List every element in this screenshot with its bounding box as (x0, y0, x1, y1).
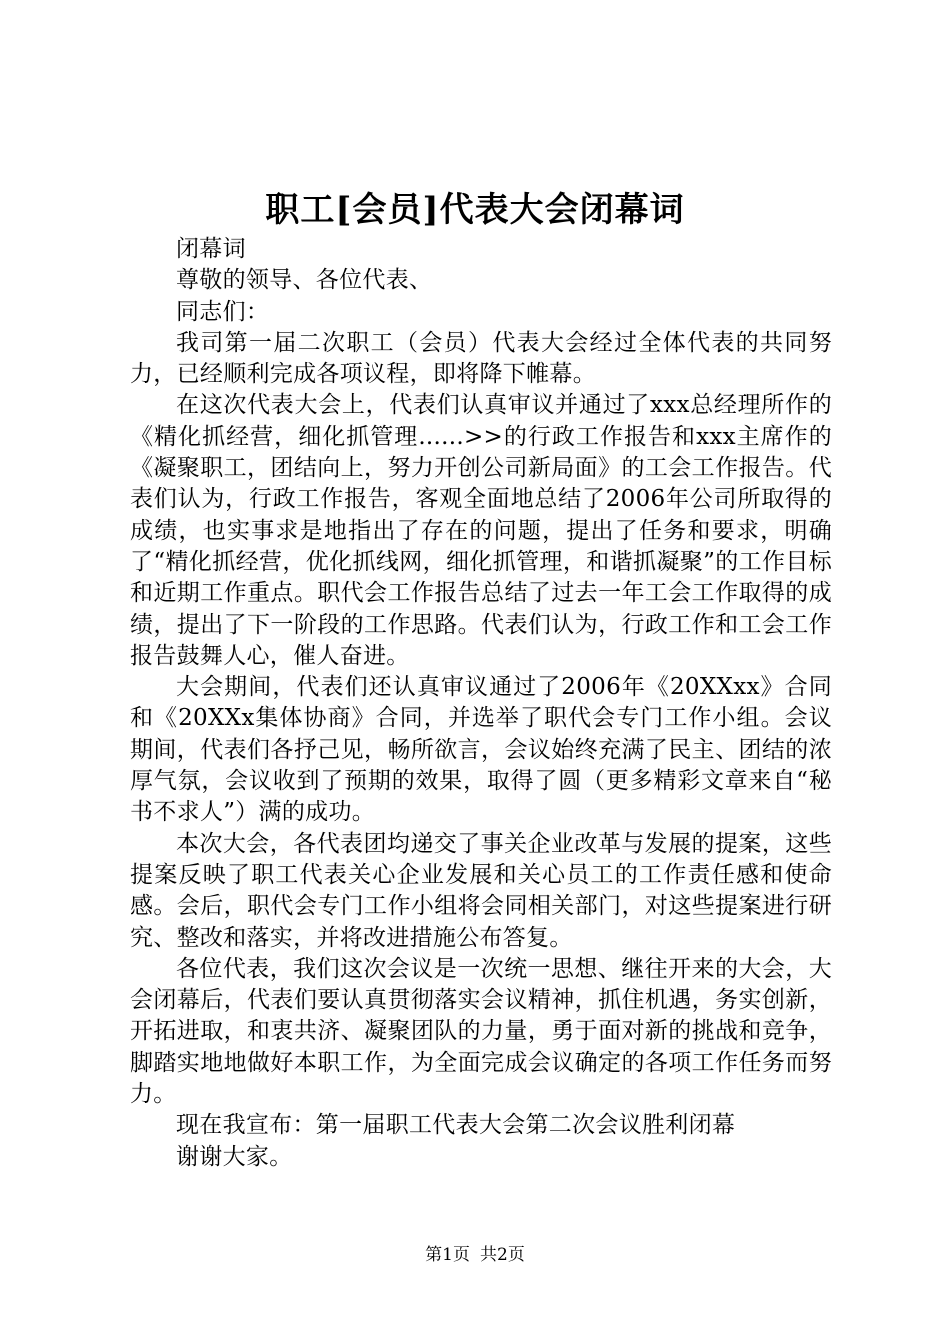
paragraph-declaration: 现在我宣布：第一届职工代表大会第二次会议胜利闭幕 (176, 1112, 736, 1139)
paragraph-thanks: 谢谢大家。 (176, 1143, 293, 1170)
page-total: 共2页 (480, 1245, 525, 1265)
page-footer (0, 1243, 950, 1267)
page-number: 第1页 (425, 1245, 470, 1265)
paragraph-salutation: 尊敬的领导、各位代表、 (176, 267, 433, 294)
paragraph-heading: 闭幕词 (176, 236, 246, 262)
document-body (130, 234, 832, 1173)
document-title: 职工[会员]代表大会闭幕词 (265, 190, 685, 230)
paragraph-meeting: 大会期间，代表们还认真审议通过了2006年《20XXxx》合同和《20XXx集体协商》合同，并选举了职代会专门工作小组。会议期间，代表们各抒己见，畅所欲言，会议始终充满了民主、团结的浓厚气氛，会议收到了预期的效果，取得了圆（更多精彩文章来自“秘书不求人”）满的成功。 (130, 674, 832, 826)
paragraph-proposals: 本次大会，各代表团均递交了事关企业改革与发展的提案，这些提案反映了职工代表关心企业发展和关心员工的工作责任感和使命感。会后，职代会专门工作小组将会同相关部门，对这些提案进行研究、整改和落实，并将改进措施公布答复。 (130, 830, 832, 951)
paragraph-call-to-action: 各位代表，我们这次会议是一次统一思想、继往开来的大会，大会闭幕后，代表们要认真贯彻落实会议精神，抓住机遇，务实创新，开拓进取，和衷共济、凝聚团队的力量，勇于面对新的挑战和竞争，脚踏实地地做好本职工作，为全面完成会议确定的各项工作任务而努力。 (130, 955, 832, 1108)
paragraph-intro: 我司第一届二次职工（会员）代表大会经过全体代表的共同努力，已经顺利完成各项议程，即将降下帷幕。 (130, 329, 832, 388)
paragraph-reports: 在这次代表大会上，代表们认真审议并通过了xxx总经理所作的《精化抓经营，细化抓管理......>>的行政工作报告和xxx主席作的《凝聚职工，团结向上，努力开创公司新局面》的工会工作报告。代表们认为，行政工作报告，客观全面地总结了2006年公司所取得的成绩，也实事求是地指出了存在的问题，提出了任务和要求，明确了“精化抓经营，优化抓线网，细化抓管理，和谐抓凝聚”的工作目标和近期工作重点。职代会工作报告总结了过去一年工会工作取得的成绩，提出了下一阶段的工作思路。代表们认为，行政工作和工会工作报告鼓舞人心，催人奋进。 (130, 392, 832, 669)
paragraph-salutation-2: 同志们： (176, 298, 270, 325)
